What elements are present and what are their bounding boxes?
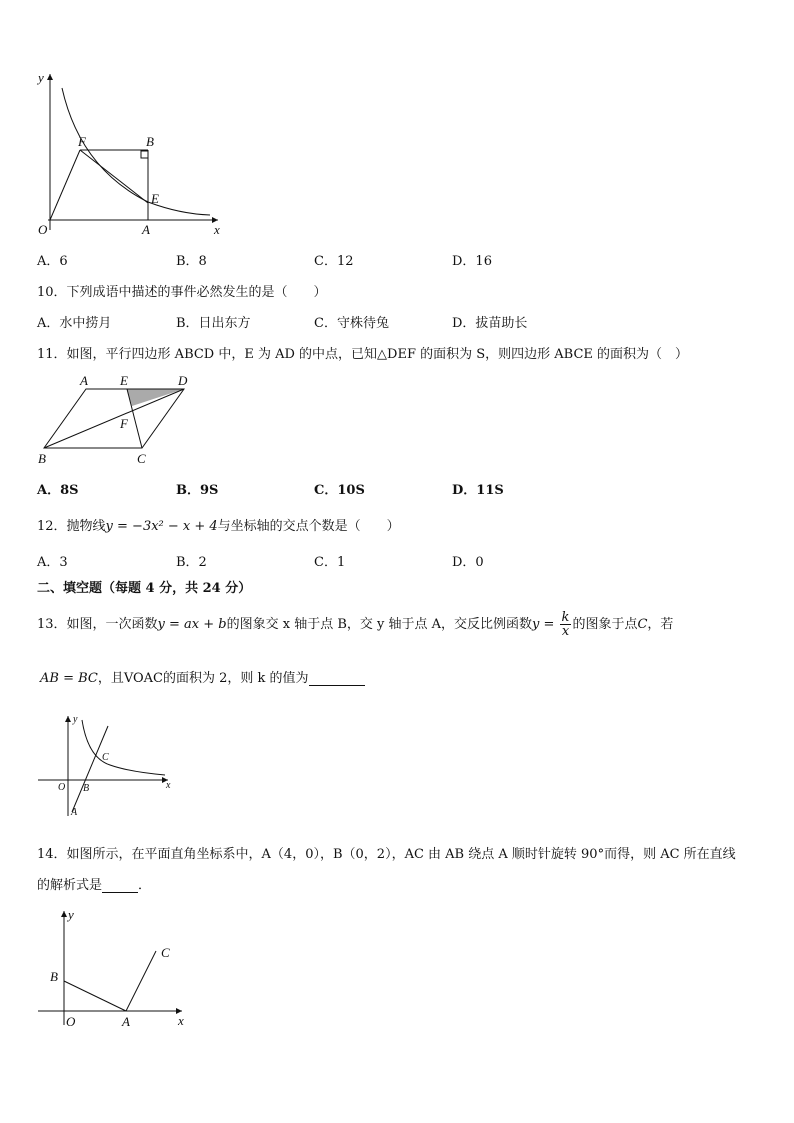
q13-label-B: B [83, 783, 90, 794]
q12-suffix: 与坐标轴的交点个数是（ ） [217, 519, 400, 534]
q13-answer-blank[interactable] [309, 673, 365, 686]
q13-fraction [560, 611, 572, 638]
q13-label-O: O [58, 782, 66, 793]
q9-option-d[interactable]: D．16 [452, 254, 492, 269]
q13-figure [30, 710, 180, 820]
q11-label-B: B [38, 451, 46, 466]
q14-line2-end: ． [138, 878, 152, 893]
q13-formula1: y = ax + b [157, 617, 227, 632]
q11-label-C: C [137, 451, 146, 466]
q13-label-A: A [71, 807, 78, 818]
q14-line2-text: 的解析式是 [37, 878, 103, 893]
q9-label-A: A [142, 222, 150, 237]
q9-segment-OF [50, 150, 80, 220]
q11-label-D: D [178, 373, 188, 388]
q13-label-x: x [166, 780, 171, 791]
q9-label-B: B [146, 134, 154, 149]
q9-option-a[interactable]: A．6 [37, 254, 68, 269]
q13-point-c: C [637, 617, 648, 632]
q9-label-E: E [151, 191, 159, 206]
q12-option-c[interactable]: C．1 [314, 555, 346, 570]
q12-prefix: 12．抛物线 [37, 519, 106, 534]
q11-label-F: F [120, 416, 128, 431]
q13-part4: ，若 [647, 617, 674, 632]
q11-option-a[interactable]: A．8S [37, 483, 79, 498]
q13-frac-den: x [561, 624, 570, 639]
q14-label-O: O [66, 1014, 76, 1029]
q14-label-y: y [68, 907, 74, 922]
q14-stem-line2 [37, 874, 151, 893]
q14-label-C: C [161, 945, 170, 960]
q10-option-c[interactable]: C．守株待兔 [314, 316, 389, 331]
q11-option-d[interactable]: D．11S [452, 483, 504, 498]
q14-segment-AC [126, 951, 156, 1011]
q11-label-A: A [80, 373, 88, 388]
q9-label-F: F [78, 134, 86, 149]
q12-option-a[interactable]: A．3 [37, 555, 68, 570]
q10-option-b[interactable]: B．日出东方 [176, 316, 251, 331]
q14-figure [30, 905, 200, 1035]
q14-answer-blank[interactable] [102, 880, 138, 893]
q14-label-A: A [122, 1014, 130, 1029]
q12-option-d[interactable]: D．0 [452, 555, 484, 570]
q10-option-a[interactable]: A．水中捞月 [37, 316, 112, 331]
q13-stem-line1 [37, 610, 673, 640]
q11-label-E: E [120, 373, 128, 388]
section-2-title: 二、填空题（每题 4 分，共 24 分） [37, 581, 252, 596]
q11-option-b[interactable]: B．9S [176, 483, 219, 498]
q13-part1: 13．如图，一次函数 [37, 617, 158, 632]
q9-figure [30, 68, 230, 238]
q9-label-O: O [38, 222, 48, 237]
q9-hyperbola [62, 88, 210, 215]
q13-label-C: C [102, 752, 109, 763]
q10-option-d[interactable]: D．拔苗助长 [452, 316, 528, 331]
q14-segment-AB [64, 981, 126, 1011]
q9-right-angle-mark [141, 151, 148, 158]
q13-label-y: y [73, 714, 78, 725]
q14-label-B: B [50, 969, 58, 984]
q9-segment-FE [80, 150, 148, 203]
q13-frac-num: k [561, 610, 570, 625]
q12-stem [37, 515, 400, 534]
q9-label-x: x [214, 222, 220, 237]
q12-option-b[interactable]: B．2 [176, 555, 207, 570]
q14-stem-line1: 14．如图所示，在平面直角坐标系中，A（4，0），B（0，2），AC 由 AB 绕点 A 顺时针旋转 90°而得，则 AC 所在直线 [37, 847, 736, 862]
q9-label-y: y [38, 70, 44, 85]
q9-option-c[interactable]: C．12 [314, 254, 354, 269]
q13-linear-line [72, 726, 108, 812]
q11-triangle-DEF-shaded [127, 389, 184, 406]
q13-formula2-lhs: y = [532, 617, 555, 632]
q13-stem-line2 [40, 667, 365, 686]
q13-line2-formula: AB = BC [40, 671, 98, 686]
q13-hyperbola [82, 720, 165, 775]
q11-stem: 11．如图，平行四边形 ABCD 中，E 为 AD 的中点，已知△DEF 的面积为 S，则四边形 ABCE 的面积为（ ） [37, 347, 689, 362]
q10-stem: 10．下列成语中描述的事件必然发生的是（ ） [37, 285, 327, 300]
q11-option-c[interactable]: C．10S [314, 483, 365, 498]
q14-label-x: x [178, 1013, 184, 1028]
q13-part2: 的图象交 x 轴于点 B，交 y 轴于点 A，交反比例函数 [226, 617, 533, 632]
q13-line2-text: ，且VOAC的面积为 2，则 k 的值为 [97, 671, 309, 686]
q13-part3: 的图象于点 [572, 617, 638, 632]
q9-option-b[interactable]: B．8 [176, 254, 207, 269]
q11-figure [30, 370, 200, 470]
q12-formula: y = −3x² − x + 4 [105, 519, 218, 534]
